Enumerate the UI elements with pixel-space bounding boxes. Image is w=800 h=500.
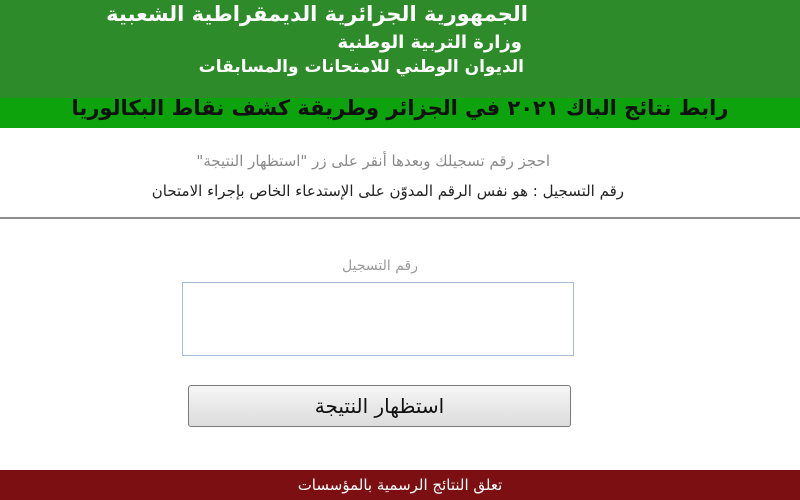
office-title: الديوان الوطني للامتحانات والمسابقات bbox=[198, 57, 524, 77]
show-result-button[interactable]: استظهار النتيجة bbox=[188, 385, 571, 427]
header-banner bbox=[0, 0, 800, 98]
section-divider bbox=[0, 217, 800, 219]
footer-text: تعلق النتائج الرسمية بالمؤسسات bbox=[297, 476, 503, 494]
republic-title: الجمهورية الجزائرية الديمقراطية الشعبية bbox=[106, 2, 528, 26]
instructions-section bbox=[0, 128, 800, 216]
ministry-title: وزارة التربية الوطنية bbox=[337, 32, 522, 53]
page-headline: رابط نتائج الباك ٢٠٢١ في الجزائر وطريقة كشف نقاط البكالوريا bbox=[71, 96, 729, 120]
registration-note: رقم التسجيل : هو نفس الرقم المدوّن على الإستدعاء الخاص بإجراء الامتحان bbox=[151, 182, 624, 200]
registration-number-input[interactable] bbox=[182, 282, 574, 356]
registration-label: رقم التسجيل bbox=[342, 258, 418, 274]
instruction-text: احجز رقم تسجيلك وبعدها أنقر على زر "استظهار النتيجة" bbox=[196, 152, 550, 170]
